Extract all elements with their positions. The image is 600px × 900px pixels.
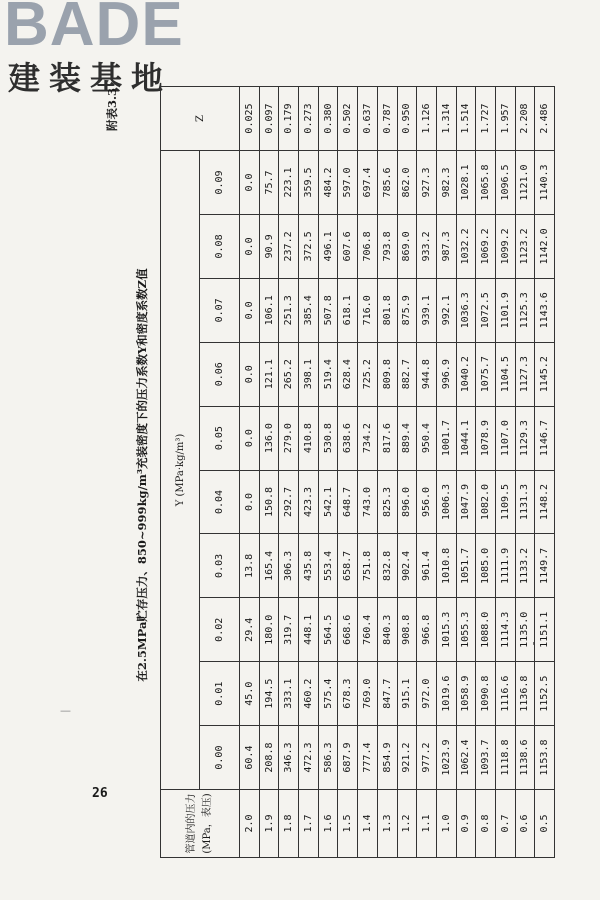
z-value-cell: 1.727 <box>476 87 496 151</box>
table-row <box>535 87 555 858</box>
subheader-cell: 0.05 <box>200 406 240 470</box>
y-value-cell: 1125.3 <box>515 278 535 342</box>
y-value-cell: 346.3 <box>279 726 299 790</box>
y-value-cell: 0.0 <box>240 406 260 470</box>
y-value-cell: 1090.8 <box>476 662 496 726</box>
y-value-cell: 648.7 <box>338 470 358 534</box>
table-row <box>318 87 338 858</box>
y-value-cell: 1040.2 <box>456 342 476 406</box>
pressure-cell: 1.1 <box>417 790 437 858</box>
coefficient-table <box>160 86 555 858</box>
pressure-cell: 1.7 <box>299 790 319 858</box>
z-column-header: Z <box>161 87 240 151</box>
y-value-cell: 1101.9 <box>495 278 515 342</box>
y-value-cell: 1058.9 <box>456 662 476 726</box>
pressure-cell: 0.6 <box>515 790 535 858</box>
z-value-cell: 0.097 <box>259 87 279 151</box>
y-value-cell: 908.8 <box>397 598 417 662</box>
y-value-cell: 760.4 <box>358 598 378 662</box>
y-value-cell: 1104.5 <box>495 342 515 406</box>
y-value-cell: 1065.8 <box>476 151 496 215</box>
y-value-cell: 777.4 <box>358 726 378 790</box>
y-value-cell: 319.7 <box>279 598 299 662</box>
y-value-cell: 106.1 <box>259 278 279 342</box>
y-value-cell: 607.6 <box>338 214 358 278</box>
y-value-cell: 638.6 <box>338 406 358 470</box>
table-row <box>456 87 476 858</box>
z-value-cell: 0.025 <box>240 87 260 151</box>
z-value-cell: 2.208 <box>515 87 535 151</box>
y-value-cell: 972.0 <box>417 662 437 726</box>
z-value-cell: 1.957 <box>495 87 515 151</box>
y-value-cell: 564.5 <box>318 598 338 662</box>
y-value-cell: 832.8 <box>377 534 397 598</box>
y-value-cell: 1044.1 <box>456 406 476 470</box>
y-value-cell: 889.4 <box>397 406 417 470</box>
y-value-cell: 136.0 <box>259 406 279 470</box>
y-value-cell: 265.2 <box>279 342 299 406</box>
y-value-cell: 1146.7 <box>535 406 555 470</box>
y-value-cell: 208.8 <box>259 726 279 790</box>
y-value-cell: 628.4 <box>338 342 358 406</box>
pressure-cell: 0.5 <box>535 790 555 858</box>
y-value-cell: 237.2 <box>279 214 299 278</box>
table-row <box>397 87 417 858</box>
z-value-cell: 1.314 <box>436 87 456 151</box>
pressure-cell: 0.8 <box>476 790 496 858</box>
z-value-cell: 0.380 <box>318 87 338 151</box>
logo-brand-text: BADE <box>4 0 184 59</box>
y-value-cell: 1006.3 <box>436 470 456 534</box>
y-value-cell: 223.1 <box>279 151 299 215</box>
y-value-cell: 410.8 <box>299 406 319 470</box>
y-value-cell: 542.1 <box>318 470 338 534</box>
table-row <box>436 87 456 858</box>
y-value-cell: 801.8 <box>377 278 397 342</box>
subheader-cell: 0.04 <box>200 470 240 534</box>
y-value-cell: 597.0 <box>338 151 358 215</box>
y-value-cell: 706.8 <box>358 214 378 278</box>
y-value-cell: 950.4 <box>417 406 437 470</box>
table-row <box>299 87 319 858</box>
y-value-cell: 915.1 <box>397 662 417 726</box>
z-value-cell: 0.637 <box>358 87 378 151</box>
y-value-cell: 658.7 <box>338 534 358 598</box>
y-value-cell: 1131.3 <box>515 470 535 534</box>
y-value-cell: 1107.0 <box>495 406 515 470</box>
y-value-cell: 1153.8 <box>535 726 555 790</box>
y-value-cell: 1114.3 <box>495 598 515 662</box>
pressure-cell: 1.2 <box>397 790 417 858</box>
pressure-cell: 1.5 <box>338 790 358 858</box>
y-value-cell: 0.0 <box>240 214 260 278</box>
y-value-cell: 769.0 <box>358 662 378 726</box>
y-value-cell: 1055.3 <box>456 598 476 662</box>
table-caption: 在2.5MPa贮存压力、850~999kg/m³充装密度下的压力系数Y和密度系数Z值 <box>135 268 149 682</box>
y-value-cell: 1149.7 <box>535 534 555 598</box>
y-column-header: Y (MPa·kg/m³) <box>161 151 200 790</box>
y-value-cell: 519.4 <box>318 342 338 406</box>
subheader-cell: 0.06 <box>200 342 240 406</box>
y-value-cell: 586.3 <box>318 726 338 790</box>
y-value-cell: 333.1 <box>279 662 299 726</box>
y-value-cell: 306.3 <box>279 534 299 598</box>
y-value-cell: 575.4 <box>318 662 338 726</box>
y-value-cell: 1075.7 <box>476 342 496 406</box>
y-value-cell: 423.3 <box>299 470 319 534</box>
pressure-cell: 1.4 <box>358 790 378 858</box>
y-value-cell: 1109.5 <box>495 470 515 534</box>
y-value-cell: 180.0 <box>259 598 279 662</box>
y-value-cell: 1093.7 <box>476 726 496 790</box>
y-value-cell: 1111.9 <box>495 534 515 598</box>
y-value-cell: 1001.7 <box>436 406 456 470</box>
y-value-cell: 1023.9 <box>436 726 456 790</box>
y-value-cell: 1127.3 <box>515 342 535 406</box>
z-value-cell: 0.950 <box>397 87 417 151</box>
z-value-cell: 1.126 <box>417 87 437 151</box>
y-value-cell: 251.3 <box>279 278 299 342</box>
y-value-cell: 992.1 <box>436 278 456 342</box>
y-value-cell: 809.8 <box>377 342 397 406</box>
y-value-cell: 530.8 <box>318 406 338 470</box>
y-value-cell: 687.9 <box>338 726 358 790</box>
y-value-cell: 45.0 <box>240 662 260 726</box>
y-value-cell: 29.4 <box>240 598 260 662</box>
y-value-cell: 1015.3 <box>436 598 456 662</box>
y-value-cell: 697.4 <box>358 151 378 215</box>
y-value-cell: 435.8 <box>299 534 319 598</box>
y-value-cell: 939.1 <box>417 278 437 342</box>
y-value-cell: 1148.2 <box>535 470 555 534</box>
y-value-cell: 944.8 <box>417 342 437 406</box>
pressure-cell: 1.8 <box>279 790 299 858</box>
y-value-cell: 150.8 <box>259 470 279 534</box>
subheader-cell: 0.00 <box>200 726 240 790</box>
logo-subtitle: 建装基地 <box>8 59 173 97</box>
pressure-cell: 0.9 <box>456 790 476 858</box>
y-value-cell: 460.2 <box>299 662 319 726</box>
appendix-label: 附表3.3 <box>105 88 119 132</box>
y-value-cell: 793.8 <box>377 214 397 278</box>
y-value-cell: 472.3 <box>299 726 319 790</box>
y-value-cell: 875.9 <box>397 278 417 342</box>
z-value-cell: 0.787 <box>377 87 397 151</box>
y-value-cell: 1036.3 <box>456 278 476 342</box>
y-value-cell: 1152.5 <box>535 662 555 726</box>
y-value-cell: 1096.5 <box>495 151 515 215</box>
y-value-cell: 484.2 <box>318 151 338 215</box>
y-value-cell: 854.9 <box>377 726 397 790</box>
y-value-cell: 982.3 <box>436 151 456 215</box>
z-value-cell: 0.502 <box>338 87 358 151</box>
y-value-cell: 1151.1 <box>535 598 555 662</box>
y-value-cell: 553.4 <box>318 534 338 598</box>
pressure-cell: 1.3 <box>377 790 397 858</box>
y-value-cell: 165.4 <box>259 534 279 598</box>
pressure-cell: 2.0 <box>240 790 260 858</box>
y-value-cell: 1143.6 <box>535 278 555 342</box>
y-value-cell: 734.2 <box>358 406 378 470</box>
table-row <box>338 87 358 858</box>
y-value-cell: 1078.9 <box>476 406 496 470</box>
subheader-cell: 0.07 <box>200 278 240 342</box>
y-value-cell: 1135.0 <box>515 598 535 662</box>
y-value-cell: 1140.3 <box>535 151 555 215</box>
y-value-cell: 121.1 <box>259 342 279 406</box>
subheader-cell: 0.03 <box>200 534 240 598</box>
y-value-cell: 1121.0 <box>515 151 535 215</box>
z-value-cell: 1.514 <box>456 87 476 151</box>
table-row <box>515 87 535 858</box>
y-value-cell: 956.0 <box>417 470 437 534</box>
y-value-cell: 448.1 <box>299 598 319 662</box>
y-value-cell: 1032.2 <box>456 214 476 278</box>
y-value-cell: 0.0 <box>240 278 260 342</box>
pressure-cell: 1.0 <box>436 790 456 858</box>
y-value-cell: 1116.6 <box>495 662 515 726</box>
y-value-cell: 678.3 <box>338 662 358 726</box>
y-value-cell: 1082.0 <box>476 470 496 534</box>
y-value-cell: 1069.2 <box>476 214 496 278</box>
y-value-cell: 1047.9 <box>456 470 476 534</box>
pressure-cell: 0.7 <box>495 790 515 858</box>
margin-dash: — <box>60 704 71 717</box>
y-value-cell: 507.8 <box>318 278 338 342</box>
y-value-cell: 921.2 <box>397 726 417 790</box>
y-value-cell: 1072.5 <box>476 278 496 342</box>
page-number: 26 <box>92 786 108 801</box>
y-value-cell: 1019.6 <box>436 662 456 726</box>
y-value-cell: 927.3 <box>417 151 437 215</box>
y-value-cell: 840.3 <box>377 598 397 662</box>
y-value-cell: 385.4 <box>299 278 319 342</box>
y-value-cell: 194.5 <box>259 662 279 726</box>
y-value-cell: 987.3 <box>436 214 456 278</box>
density-subheader-row <box>200 87 240 858</box>
y-value-cell: 292.7 <box>279 470 299 534</box>
z-value-cell: 0.179 <box>279 87 299 151</box>
y-value-cell: 847.7 <box>377 662 397 726</box>
subheader-cell: 0.09 <box>200 151 240 215</box>
pressure-cell: 1.9 <box>259 790 279 858</box>
table-body <box>240 87 555 858</box>
y-value-cell: 966.8 <box>417 598 437 662</box>
y-value-cell: 1051.7 <box>456 534 476 598</box>
y-value-cell: 961.4 <box>417 534 437 598</box>
y-value-cell: 1138.6 <box>515 726 535 790</box>
y-value-cell: 279.0 <box>279 406 299 470</box>
y-value-cell: 716.0 <box>358 278 378 342</box>
y-value-cell: 359.5 <box>299 151 319 215</box>
margin-tick: ' <box>532 640 536 653</box>
y-value-cell: 1145.2 <box>535 342 555 406</box>
y-value-cell: 902.4 <box>397 534 417 598</box>
table-row <box>279 87 299 858</box>
rotated-table-page <box>100 80 551 860</box>
y-value-cell: 618.1 <box>338 278 358 342</box>
y-value-cell: 60.4 <box>240 726 260 790</box>
table-row <box>417 87 437 858</box>
y-value-cell: 75.7 <box>259 151 279 215</box>
y-value-cell: 1142.0 <box>535 214 555 278</box>
y-value-cell: 1028.1 <box>456 151 476 215</box>
y-value-cell: 725.2 <box>358 342 378 406</box>
y-value-cell: 496.1 <box>318 214 338 278</box>
y-value-cell: 896.0 <box>397 470 417 534</box>
table-row <box>495 87 515 858</box>
pressure-column-header <box>161 790 240 858</box>
table-row <box>358 87 378 858</box>
z-value-cell: 0.273 <box>299 87 319 151</box>
table-row <box>240 87 260 858</box>
y-value-cell: 882.7 <box>397 342 417 406</box>
y-value-cell: 1085.0 <box>476 534 496 598</box>
subheader-cell: 0.08 <box>200 214 240 278</box>
y-value-cell: 933.2 <box>417 214 437 278</box>
y-value-cell: 785.6 <box>377 151 397 215</box>
y-value-cell: 825.3 <box>377 470 397 534</box>
y-value-cell: 869.0 <box>397 214 417 278</box>
y-value-cell: 1010.8 <box>436 534 456 598</box>
y-value-cell: 1062.4 <box>456 726 476 790</box>
y-value-cell: 13.8 <box>240 534 260 598</box>
subheader-cell: 0.02 <box>200 598 240 662</box>
y-value-cell: 1136.8 <box>515 662 535 726</box>
y-value-cell: 0.0 <box>240 342 260 406</box>
y-value-cell: 398.1 <box>299 342 319 406</box>
table-row <box>259 87 279 858</box>
y-value-cell: 90.9 <box>259 214 279 278</box>
pressure-cell: 1.6 <box>318 790 338 858</box>
z-value-cell: 2.486 <box>535 87 555 151</box>
table-row <box>476 87 496 858</box>
y-value-cell: 0.0 <box>240 151 260 215</box>
pressure-header-unit: (MPa，表压) <box>202 793 213 854</box>
y-value-cell: 996.9 <box>436 342 456 406</box>
subheader-cell: 0.01 <box>200 662 240 726</box>
y-value-cell: 1123.2 <box>515 214 535 278</box>
y-value-cell: 668.6 <box>338 598 358 662</box>
y-value-cell: 817.6 <box>377 406 397 470</box>
y-value-cell: 0.0 <box>240 470 260 534</box>
y-value-cell: 372.5 <box>299 214 319 278</box>
y-value-cell: 1088.0 <box>476 598 496 662</box>
y-value-cell: 977.2 <box>417 726 437 790</box>
y-value-cell: 1118.8 <box>495 726 515 790</box>
y-value-cell: 1099.2 <box>495 214 515 278</box>
pressure-header-label: 管道内的压力 <box>186 793 197 854</box>
y-value-cell: 743.0 <box>358 470 378 534</box>
table-row <box>377 87 397 858</box>
y-value-cell: 862.0 <box>397 151 417 215</box>
y-value-cell: 751.8 <box>358 534 378 598</box>
y-value-cell: 1129.3 <box>515 406 535 470</box>
y-value-cell: 1133.2 <box>515 534 535 598</box>
